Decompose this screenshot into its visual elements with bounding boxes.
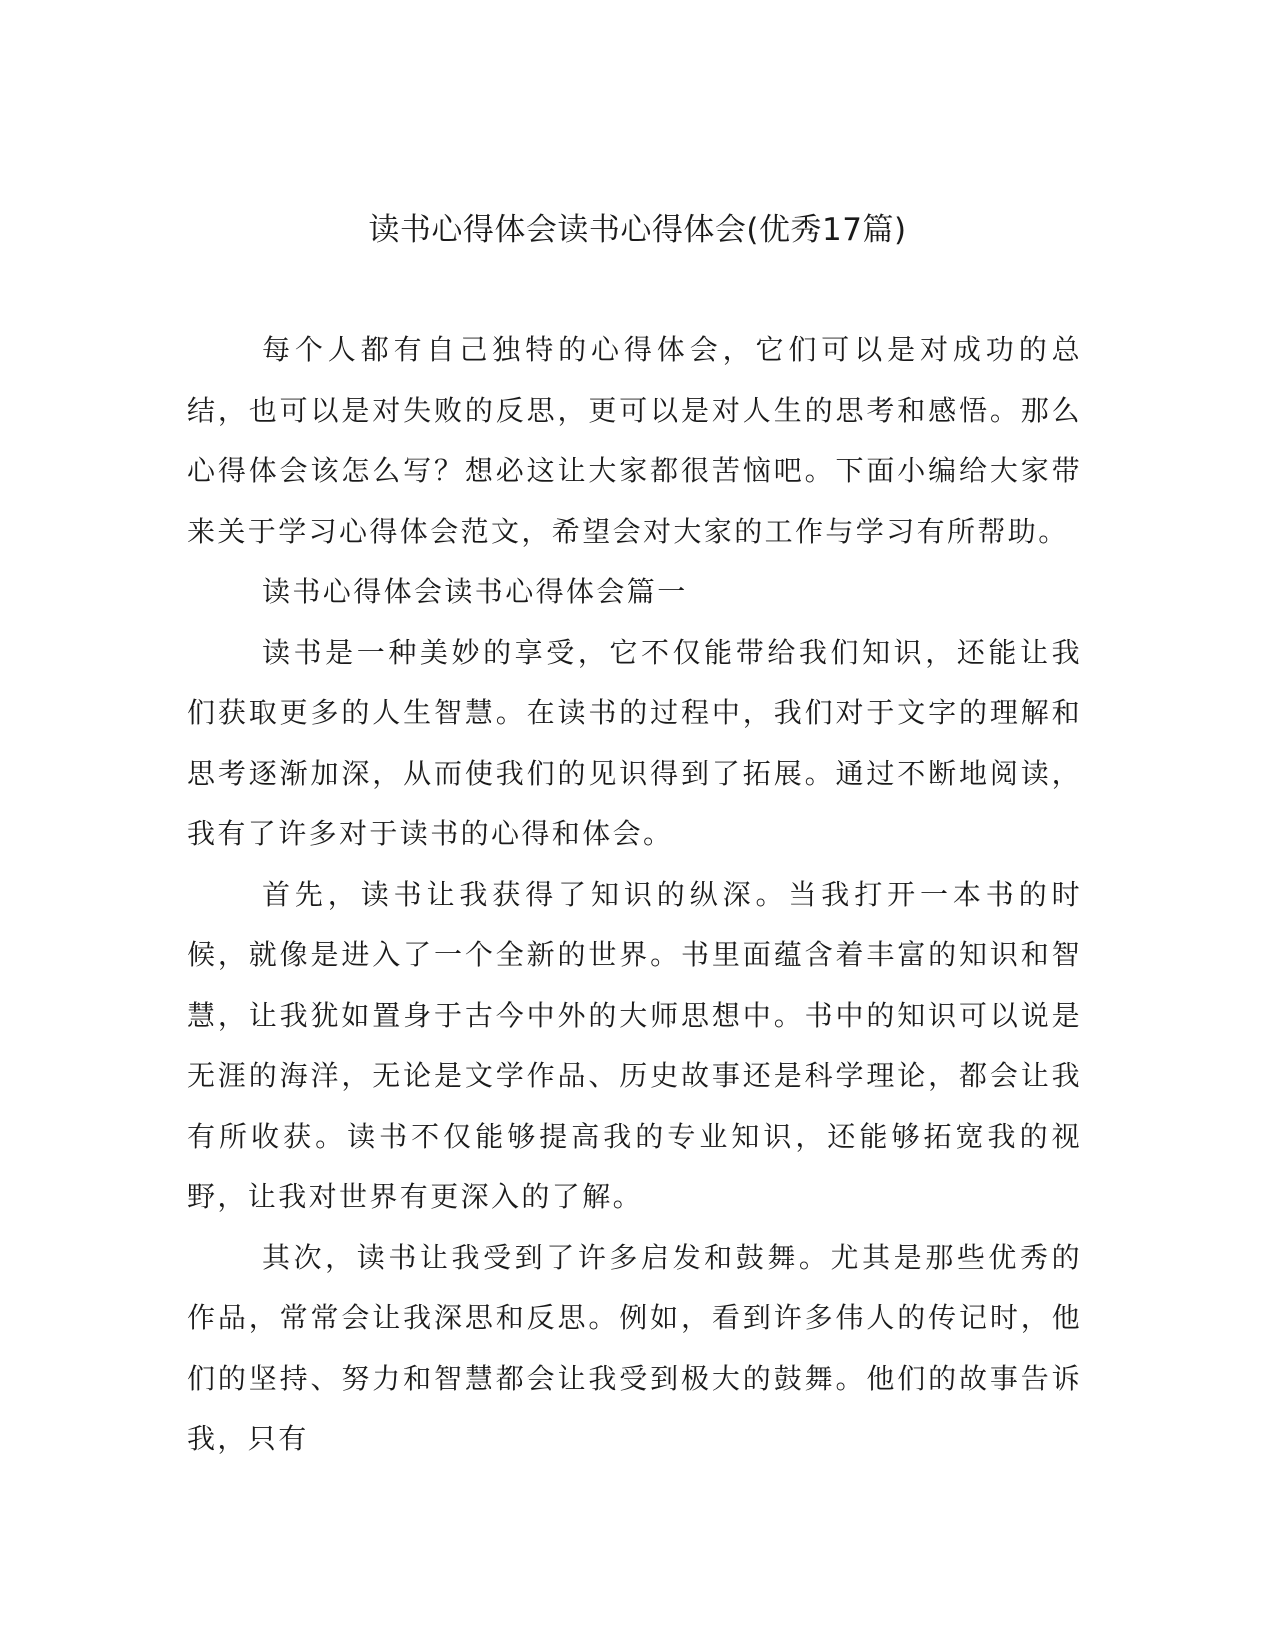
intro-paragraph: 每个人都有自己独特的心得体会，它们可以是对成功的总结，也可以是对失败的反思，更可以是对人生的思考和感悟。那么心得体会该怎么写？想必这让大家都很苦恼吧。下面小编给大家带来关于学习心得体会范文，希望会对大家的工作与学习有所帮助。 bbox=[187, 333, 1082, 548]
body-paragraph: 读书是一种美妙的享受，它不仅能带给我们知识，还能让我们获取更多的人生智慧。在读书的过程中，我们对于文字的理解和思考逐渐加深，从而使我们的见识得到了拓展。通过不断地阅读，我有了许多对于读书的心得和体会。 bbox=[187, 635, 1082, 850]
body-paragraph: 其次，读书让我受到了许多启发和鼓舞。尤其是那些优秀的作品，常常会让我深思和反思。例如，看到许多伟人的传记时，他们的坚持、努力和智慧都会让我受到极大的鼓舞。他们的故事告诉我，只有 bbox=[187, 1240, 1082, 1455]
body-paragraph: 首先，读书让我获得了知识的纵深。当我打开一本书的时候，就像是进入了一个全新的世界。书里面蕴含着丰富的知识和智慧，让我犹如置身于古今中外的大师思想中。书中的知识可以说是无涯的海洋，无论是文学作品、历史故事还是科学理论，都会让我有所收获。读书不仅能够提高我的专业知识，还能够拓宽我的视野，让我对世界有更深入的了解。 bbox=[187, 877, 1082, 1213]
document-title: 读书心得体会读书心得体会(优秀17篇) bbox=[368, 212, 907, 248]
document-body bbox=[187, 320, 1082, 1470]
section-heading: 读书心得体会读书心得体会篇一 bbox=[262, 575, 688, 608]
